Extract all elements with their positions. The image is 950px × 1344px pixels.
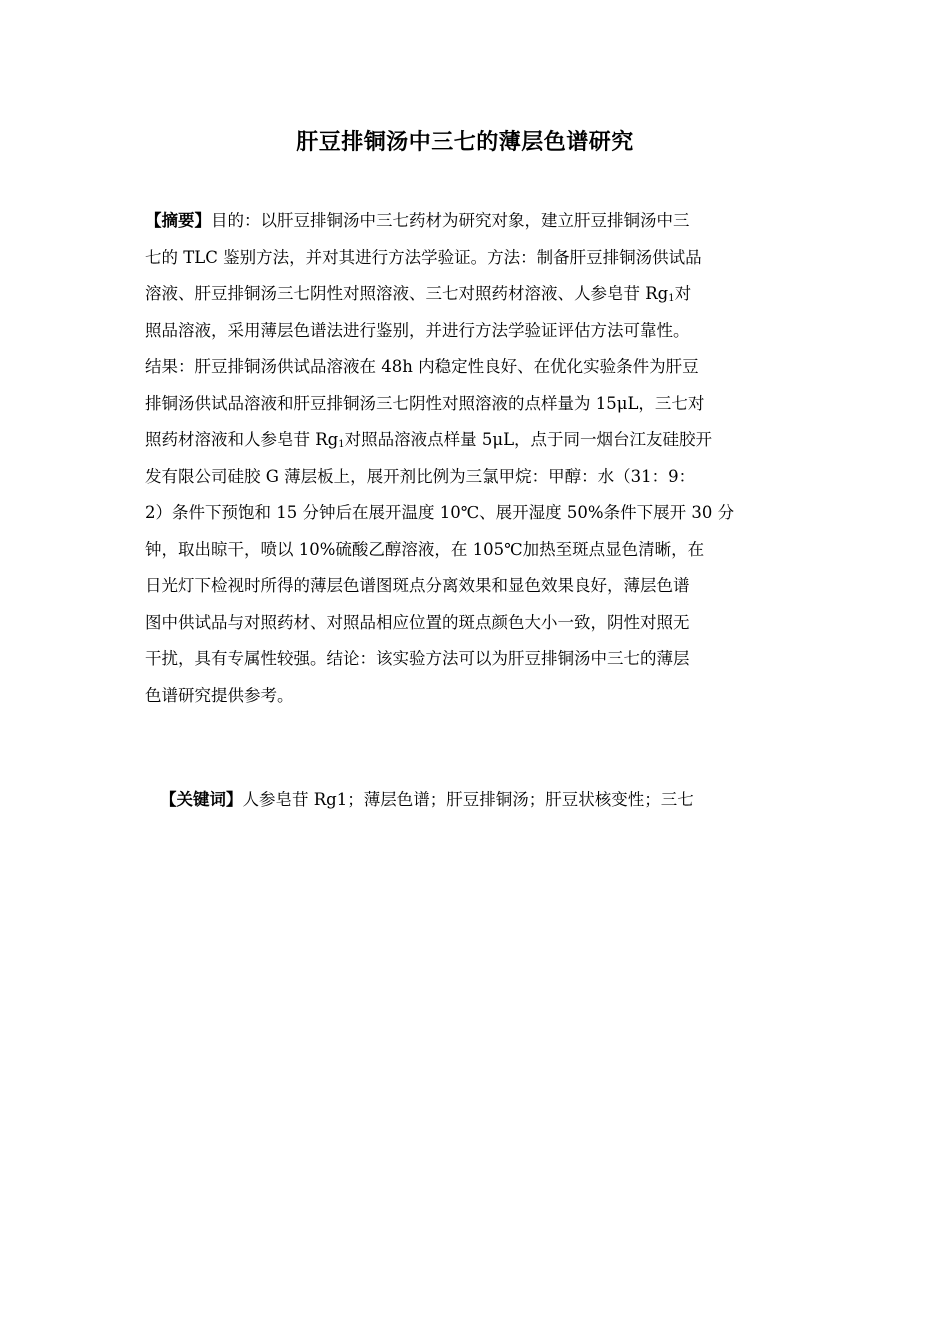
subscript: 1 [668,293,675,304]
keywords-section [160,784,800,816]
abstract-text: 目的：以肝豆排铜汤中三七药材为研究对象，建立肝豆排铜汤中三 [211,211,690,230]
abstract-line: 图中供试品与对照药材、对照品相应位置的斑点颜色大小一致，阴性对照无 [145,612,690,632]
abstract-line: 结果：肝豆排铜汤供试品溶液在 48h 内稳定性良好、在优化实验条件为肝豆 [145,357,699,376]
abstract-text: 对 [674,284,692,303]
abstract-line: 排铜汤供试品溶液和肝豆排铜汤三七阴性对照溶液的点样量为 15μL，三七对 [145,393,705,413]
abstract-text: 对照品溶液点样量 5μL，点于同一烟台江友硅胶开 [344,430,713,449]
keywords-label: 【关键词】 [160,790,243,809]
abstract-line [145,276,795,313]
abstract-label: 【摘要】 [145,211,211,230]
subscript: 1 [338,439,345,450]
abstract-line: 七的 TLC 鉴别方法，并对其进行方法学验证。方法：制备肝豆排铜汤供试品 [145,247,702,267]
abstract-line: 照品溶液，采用薄层色谱法进行鉴别，并进行方法学验证评估方法可靠性。 [145,320,690,340]
abstract-line: 2）条件下预饱和 15 分钟后在展开温度 10℃、展开湿度 50%条件下展开 30 分 [145,503,735,522]
abstract-section [145,203,795,714]
abstract-text: 溶液、肝豆排铜汤三七阴性对照溶液、三七对照药材溶液、人参皂苷 Rg [145,284,669,303]
abstract-line: 钟，取出晾干，喷以 10%硫酸乙醇溶液，在 105℃加热至斑点显色清晰，在 [145,539,705,559]
keywords-text: 人参皂苷 Rg1；薄层色谱；肝豆排铜汤；肝豆状核变性；三七 [242,790,694,809]
abstract-line: 发有限公司硅胶 G 薄层板上，展开剂比例为三氯甲烷：甲醇：水（31：9： [145,466,696,486]
abstract-line [145,422,795,459]
abstract-line: 日光灯下检视时所得的薄层色谱图斑点分离效果和显色效果良好，薄层色谱 [145,576,690,595]
abstract-text: 照药材溶液和人参皂苷 Rg [145,430,339,449]
abstract-line: 干扰，具有专属性较强。结论：该实验方法可以为肝豆排铜汤中三七的薄层 [145,649,690,668]
abstract-line [145,203,795,240]
document-title: 肝豆排铜汤中三七的薄层色谱研究 [296,130,634,155]
abstract-line: 色谱研究提供参考。 [145,685,294,705]
